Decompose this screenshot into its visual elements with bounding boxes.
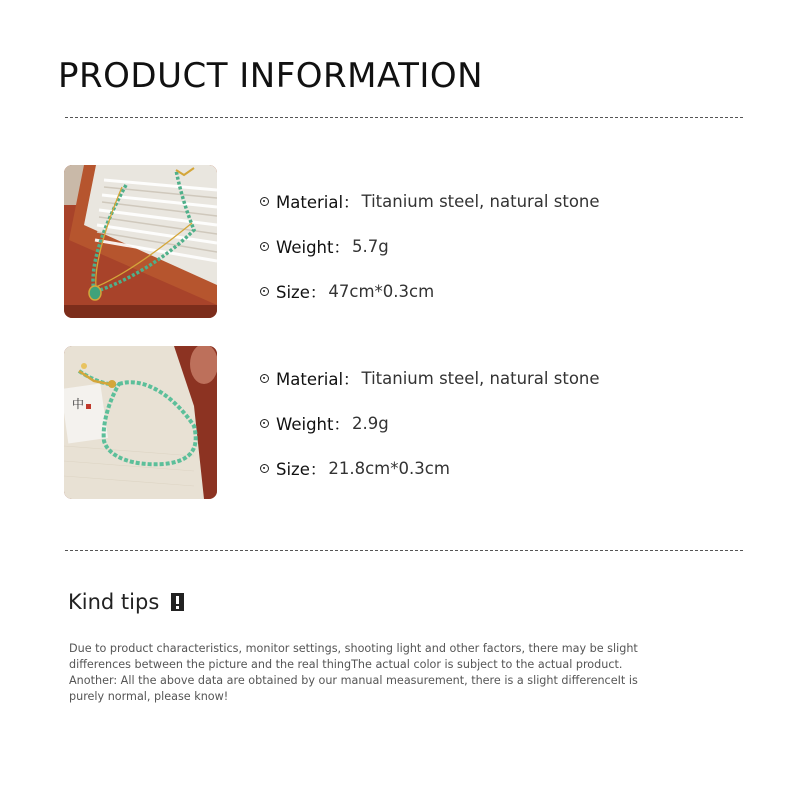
bullet-icon [260, 197, 269, 206]
product-specs [260, 346, 740, 499]
spec-material [260, 366, 600, 390]
divider-top [65, 117, 743, 118]
tips-line: differences between the picture and the real thingThe actual color is subject to the actual product. [69, 658, 623, 671]
bullet-icon [260, 464, 269, 473]
product-specs [260, 165, 740, 318]
spec-value: Titanium steel, natural stone [361, 368, 600, 388]
bullet-icon [260, 287, 269, 296]
spec-label: Size： [276, 283, 327, 302]
spec-label: Weight： [276, 415, 350, 434]
exclamation-icon [171, 593, 184, 611]
spec-value: 2.9g [351, 413, 389, 433]
spec-label: Size： [276, 460, 327, 479]
spec-material [260, 189, 600, 213]
bullet-icon [260, 419, 269, 428]
tips-line: Due to product characteristics, monitor settings, shooting light and other factors, there may be slight [69, 642, 638, 655]
product-card-bracelet [64, 346, 744, 499]
spec-value: 5.7g [351, 236, 389, 256]
svg-text:中: 中 [72, 397, 85, 411]
divider-bottom [65, 550, 743, 551]
product-card-necklace [64, 165, 744, 318]
spec-label: Weight： [276, 238, 350, 257]
spec-size [260, 456, 450, 480]
spec-label: Material： [276, 193, 360, 212]
kind-tips-title: Kind tips [68, 590, 160, 614]
tips-line: purely normal, please know! [69, 690, 229, 703]
spec-size [260, 279, 434, 303]
spec-label: Material： [276, 370, 360, 389]
bullet-icon [260, 374, 269, 383]
product-image-bracelet [64, 346, 217, 499]
spec-weight [260, 234, 389, 258]
spec-weight [260, 411, 389, 435]
spec-value: 47cm*0.3cm [328, 281, 435, 301]
bullet-icon [260, 242, 269, 251]
kind-tips-text [69, 641, 649, 705]
tips-line: Another: All the above data are obtained by our manual measurement, there is a slight differenceIt is [69, 674, 638, 687]
spec-value: 21.8cm*0.3cm [328, 458, 450, 478]
spec-value: Titanium steel, natural stone [361, 191, 600, 211]
page-title: PRODUCT INFORMATION [58, 56, 484, 96]
kind-tips-heading [68, 590, 184, 614]
product-image-necklace [64, 165, 217, 318]
